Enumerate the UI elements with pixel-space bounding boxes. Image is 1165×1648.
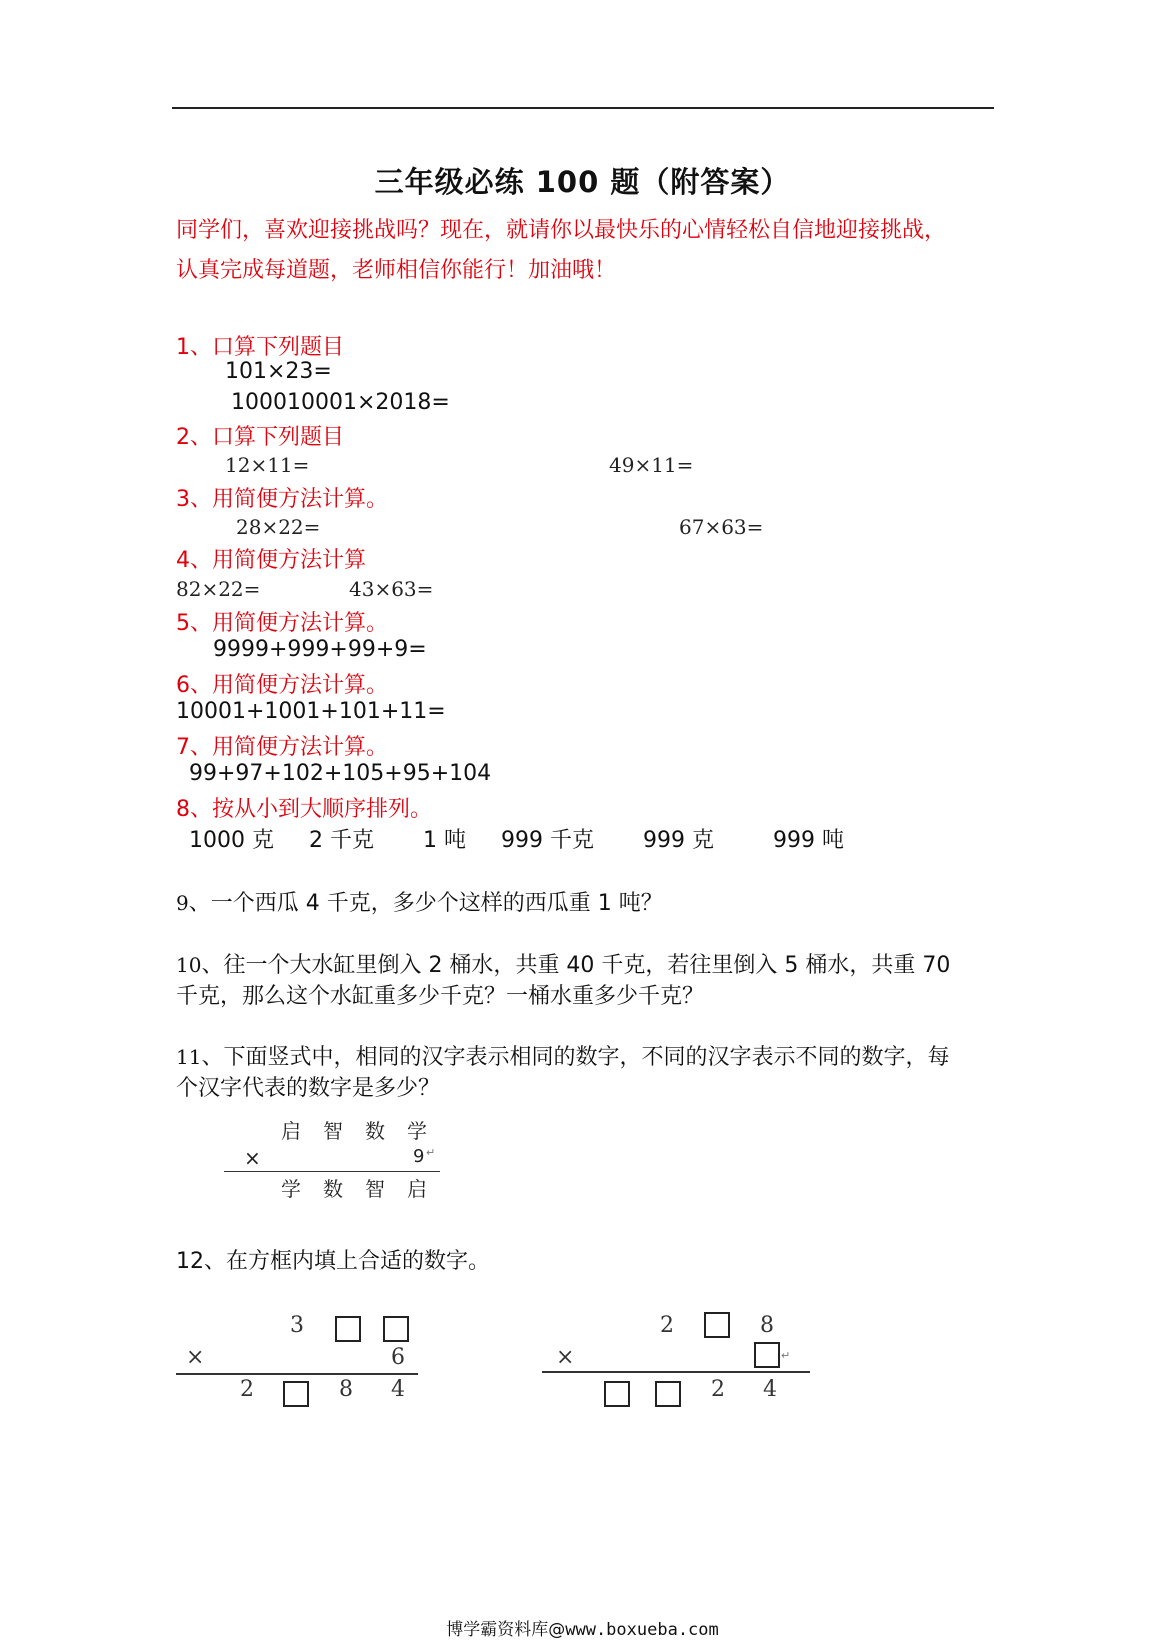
q12b-blank-box-2[interactable]: [754, 1342, 780, 1368]
q12a-blank-box-2[interactable]: [383, 1316, 409, 1342]
intro-line-1: 同学们，喜欢迎接挑战吗？现在，就请你以最快乐的心情轻松自信地迎接挑战，: [176, 218, 947, 243]
q2-expr-1: 12×11=: [225, 453, 310, 477]
q12b-blank-box-3[interactable]: [604, 1381, 630, 1407]
q11-top-digit-1: 启: [281, 1119, 301, 1143]
q12a-sum-line: [176, 1373, 418, 1375]
q4-expr-1: 82×22=: [176, 577, 261, 601]
header-rule: [172, 107, 994, 109]
q8-item-3: 1 吨: [423, 828, 466, 853]
q11-multiplier: 9: [413, 1146, 425, 1167]
q11-sum-line: [224, 1171, 440, 1172]
q12a-result-digit-3: 4: [391, 1377, 405, 1402]
q10-line-2: 千克，那么这个水缸重多少千克？一桶水重多少千克？: [176, 984, 705, 1009]
q12a-blank-box-3[interactable]: [283, 1381, 309, 1407]
q5-expr-1: 9999+999+99+9=: [213, 637, 427, 662]
q4-expr-2: 43×63=: [349, 577, 434, 601]
return-mark-icon: ↵: [781, 1349, 791, 1362]
q2-heading: 2、口算下列题目: [176, 425, 344, 450]
q12b-blank-box-1[interactable]: [704, 1312, 730, 1338]
q8-item-1: 1000 克: [189, 828, 274, 853]
q12a-multiplier: 6: [391, 1345, 405, 1370]
q5-heading: 5、用简便方法计算。: [176, 611, 388, 636]
q11-bottom-digit-3: 智: [365, 1177, 385, 1201]
q8-item-4: 999 千克: [501, 828, 594, 853]
q11-bottom-digit-2: 数: [323, 1177, 343, 1201]
q11-top-digit-2: 智: [323, 1119, 343, 1143]
q11-bottom-digit-1: 学: [281, 1177, 301, 1201]
q3-heading: 3、用简便方法计算。: [176, 487, 388, 512]
q3-expr-2: 67×63=: [679, 515, 764, 539]
q6-heading: 6、用简便方法计算。: [176, 673, 388, 698]
q8-item-6: 999 吨: [773, 828, 844, 853]
q8-heading: 8、按从小到大顺序排列。: [176, 797, 432, 822]
q11-bottom-digit-4: 启: [407, 1177, 427, 1201]
q6-expr-1: 10001+1001+101+11=: [176, 699, 446, 724]
q11-line-2: 个汉字代表的数字是多少？: [176, 1076, 441, 1101]
q7-expr-1: 99+97+102+105+95+104: [189, 761, 492, 786]
q12a-multiply-sign: ×: [186, 1345, 205, 1370]
q12b-blank-box-4[interactable]: [655, 1381, 681, 1407]
footer-url: www.boxueba.com: [565, 1620, 719, 1640]
return-mark-icon: ↵: [426, 1146, 436, 1159]
q8-item-5: 999 克: [643, 828, 714, 853]
q11-multiply-sign: ×: [244, 1146, 261, 1170]
q12b-result-digit-1: 2: [711, 1377, 725, 1402]
q1-heading: 1、口算下列题目: [176, 335, 344, 360]
q12a-top-digit: 3: [290, 1313, 304, 1338]
q12b-top-digit-2: 8: [760, 1313, 774, 1338]
footer-source: 博学霸资料库@: [446, 1620, 566, 1640]
footer-watermark: [0, 1615, 1165, 1640]
q11-line-1: 11、下面竖式中，相同的汉字表示相同的数字，不同的汉字表示不同的数字，每: [176, 1045, 950, 1070]
q12-heading: 12、在方框内填上合适的数字。: [176, 1249, 490, 1274]
q12a-result-digit-2: 8: [339, 1377, 353, 1402]
q10-line-1: 10、往一个大水缸里倒入 2 桶水，共重 40 千克，若往里倒入 5 桶水，共重 70: [176, 953, 951, 978]
q12b-multiply-sign: ×: [556, 1345, 575, 1370]
q12b-top-digit-1: 2: [660, 1313, 674, 1338]
q7-heading: 7、用简便方法计算。: [176, 735, 388, 760]
page-title: 三年级必练 100 题（附答案）: [374, 165, 791, 199]
q12a-blank-box-1[interactable]: [335, 1316, 361, 1342]
intro-line-2: 认真完成每道题，老师相信你能行！加油哦！: [176, 258, 617, 283]
q12a-result-digit-1: 2: [240, 1377, 254, 1402]
q12b-result-digit-2: 4: [763, 1377, 777, 1402]
q1-expr-2: 100010001×2018=: [231, 390, 450, 415]
q9-text: 9、一个西瓜 4 千克，多少个这样的西瓜重 1 吨？: [176, 891, 663, 916]
q12b-sum-line: [542, 1371, 810, 1373]
q3-expr-1: 28×22=: [236, 515, 321, 539]
q2-expr-2: 49×11=: [609, 453, 694, 477]
q4-heading: 4、用简便方法计算: [176, 548, 366, 573]
q1-expr-1: 101×23=: [225, 359, 332, 384]
q11-top-digit-3: 数: [365, 1119, 385, 1143]
q8-item-2: 2 千克: [309, 828, 374, 853]
q11-top-digit-4: 学: [407, 1119, 427, 1143]
